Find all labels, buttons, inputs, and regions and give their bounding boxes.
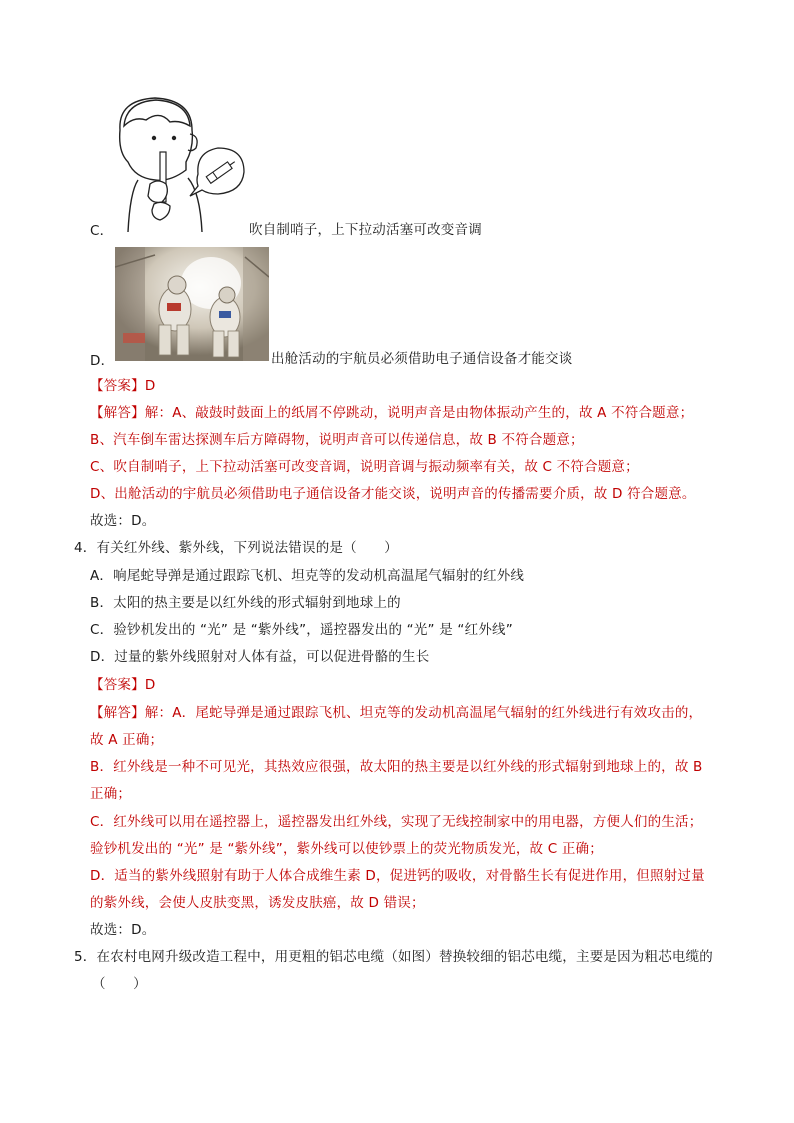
q4-analysis-line-6: 验钞机发出的 “光” 是 “紫外线”，紫外线可以使钞票上的荧光物质发光，故 C 正确； <box>90 841 603 857</box>
q4-answer <box>90 676 155 694</box>
q4-stem: 4．有关红外线、紫外线，下列说法错误的是（ ） <box>74 540 398 556</box>
q3-analysis-line-2: B、汽车倒车雷达探测车后方障碍物，说明声音可以传递信息，故 B 不符合题意； <box>90 432 584 448</box>
q4-analysis-line-4: 正确； <box>90 786 132 802</box>
q4-answer-tag: 【答案】 <box>90 677 145 693</box>
q3-answer-value: D <box>144 378 156 394</box>
q3-conclusion: 故选：D。 <box>90 513 156 529</box>
q4-analysis-line-8: 的紫外线，会使人皮肤变黑，诱发皮肤癌，故 D 错误； <box>90 895 425 911</box>
q4-option-c: C．验钞机发出的 “光” 是 “紫外线”，遥控器发出的 “光” 是 “红外线” <box>90 622 513 638</box>
q5-stem-line-1: 5．在农村电网升级改造工程中，用更粗的铝芯电缆（如图）替换较细的铝芯电缆，主要是因为粗芯电缆的 <box>74 949 713 965</box>
option-c-letter: C． <box>90 223 114 239</box>
q3-analysis-tag: 【解答】 <box>90 405 145 421</box>
q4-analysis-line-3: B．红外线是一种不可见光，其热效应很强，故太阳的热主要是以红外线的形式辐射到地球上的，故 B <box>90 759 703 775</box>
astronauts-photo <box>115 247 269 361</box>
option-d-text: 出舱活动的宇航员必须借助电子通信设备才能交谈 <box>271 351 573 367</box>
q3-analysis-line-3: C、吹自制哨子，上下拉动活塞可改变音调，说明音调与振动频率有关，故 C 不符合题意； <box>90 459 639 475</box>
q4-analysis-line-7: D．适当的紫外线照射有助于人体合成维生素 D，促进钙的吸收，对骨骼生长有促进作用，但照射过量 <box>90 868 705 884</box>
q4-conclusion: 故选：D。 <box>90 922 156 938</box>
q4-analysis-line-2: 故 A 正确； <box>90 732 164 748</box>
q4-analysis-line-1: 【解答】解：A．尾蛇导弹是通过跟踪飞机、坦克等的发动机高温尾气辐射的红外线进行有效攻击的， <box>90 705 703 721</box>
q4-option-b: B．太阳的热主要是以红外线的形式辐射到地球上的 <box>90 595 401 611</box>
option-c-text: 吹自制哨子，上下拉动活塞可改变音调 <box>249 222 482 238</box>
q3-analysis-line-4: D、出舱活动的宇航员必须借助电子通信设备才能交谈，说明声音的传播需要介质，故 D 符合题意。 <box>90 486 696 502</box>
q3-answer <box>90 377 155 395</box>
q5-stem-line-2: （ ） <box>92 976 147 992</box>
q4-analysis-tag: 【解答】 <box>90 705 145 721</box>
option-d-letter: D． <box>90 353 115 369</box>
q4-analysis-line-5: C．红外线可以用在遥控器上，遥控器发出红外线，实现了无线控制家中的用电器，方便人们的生活； <box>90 814 703 830</box>
q3-analysis-line-1: 【解答】解：A、敲鼓时鼓面上的纸屑不停跳动，说明声音是由物体振动产生的，故 A 不符合题意； <box>90 405 694 421</box>
whistle-boy-illustration <box>110 92 245 232</box>
q4-option-a: A．响尾蛇导弹是通过跟踪飞机、坦克等的发动机高温尾气辐射的红外线 <box>90 568 525 584</box>
q4-option-d: D．过量的紫外线照射对人体有益，可以促进骨骼的生长 <box>90 649 430 665</box>
q3-answer-tag: 【答案】 <box>90 378 145 394</box>
q4-answer-value: D <box>144 677 156 693</box>
